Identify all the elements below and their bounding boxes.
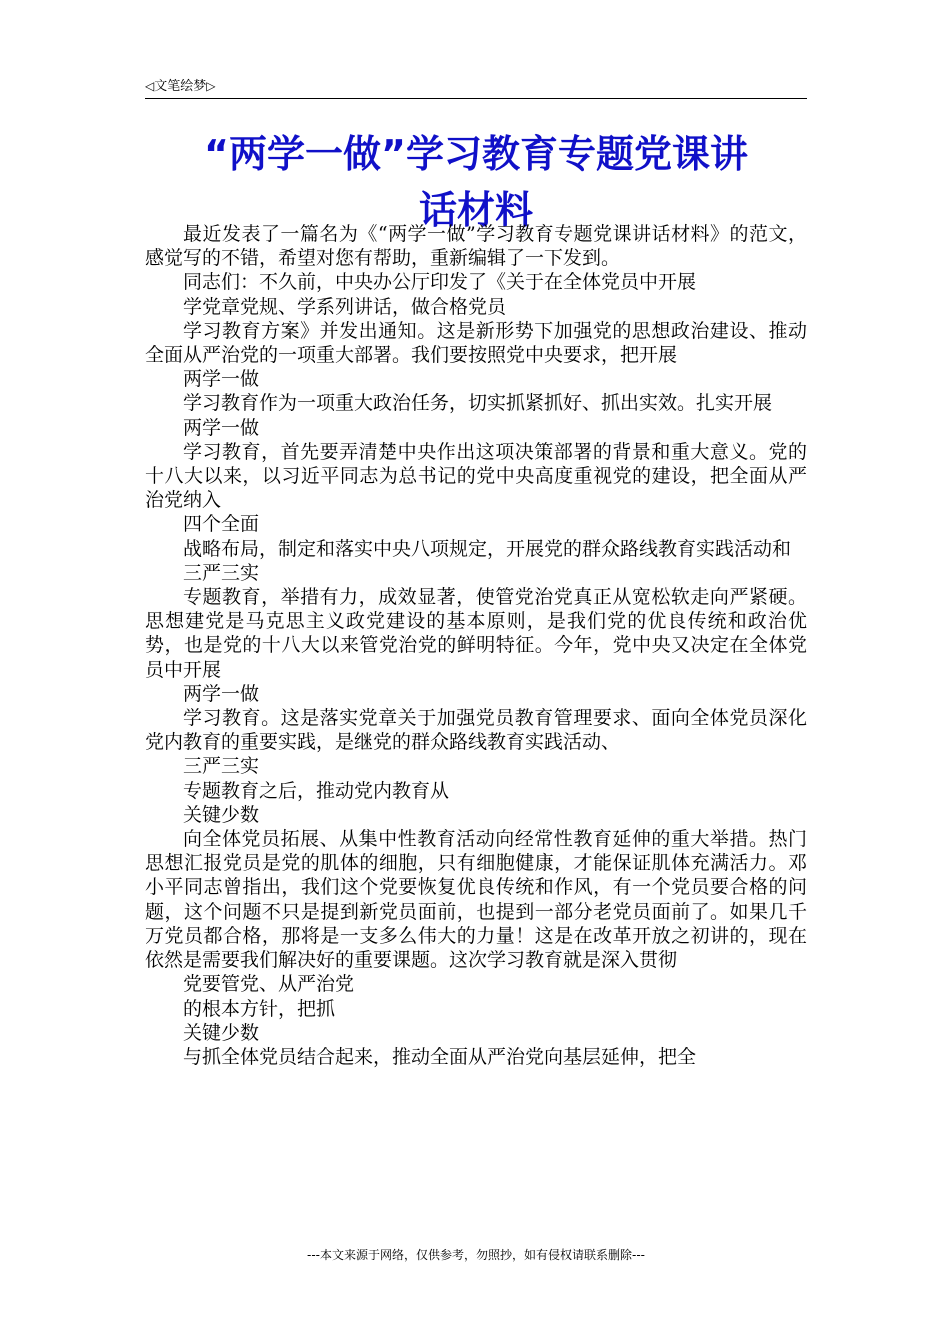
paragraph: 学习教育方案》并发出通知。这是新形势下加强党的思想政治建设、推动全面从严治党的一项重大部署。我们要按照党中央要求，把开展	[145, 319, 807, 367]
paragraph: 与抓全体党员结合起来，推动全面从严治党向基层延伸，把全	[183, 1045, 697, 1068]
paragraph: 四个全面	[183, 513, 260, 536]
page-header	[145, 76, 807, 99]
right-triangle-icon: ▷	[206, 79, 216, 93]
paragraph: 战略布局，制定和落实中央八项规定，开展党的群众路线教育实践活动和	[183, 537, 792, 560]
paragraph: 向全体党员拓展、从集中性教育活动向经常性教育延伸的重大举措。热门思想汇报党员是党的肌体的细胞，只有细胞健康，才能保证肌体充满活力。邓小平同志曾指出，我们这个党要恢复优良传统和作风，有一个党员要合格的问题，这个问题不只是提到新党员面前，也提到一部分老党员面前了。如果几千万党员都合格，那将是一支多么伟大的力量！这是在改革开放之初讲的，现在依然是需要我们解决好的重要课题。这次学习教育就是深入贯彻	[145, 828, 807, 972]
paragraph: 两学一做	[183, 416, 260, 439]
paragraph: 专题教育，举措有力，成效显著，使管党治党真正从宽松软走向严紧硬。思想建党是马克思主义政党建设的基本原则，是我们党的优良传统和政治优势，也是党的十八大以来管党治党的鲜明特征。今年，党中央又决定在全体党员中开展	[145, 586, 807, 681]
paragraph: 最近发表了一篇名为《“两学一做”学习教育专题党课讲话材料》的范文，感觉写的不错，希望对您有帮助，重新编辑了一下发到。	[145, 223, 807, 270]
title-line-1: “两学一做”学习教育专题党课讲	[204, 132, 748, 176]
paragraph: 三严三实	[183, 561, 260, 584]
paragraph: 党要管党、从严治党	[183, 973, 355, 996]
paragraph: 关键少数	[183, 803, 260, 826]
title-line-2: 话材料	[418, 188, 533, 232]
paragraph: 两学一做	[183, 368, 260, 391]
paragraph: 学习教育。这是落实党章关于加强党员教育管理要求、面向全体党员深化党内教育的重要实践，是继党的群众路线教育实践活动、	[145, 707, 807, 754]
page-footer-note: ---本文来源于网络，仅供参考，勿照抄，如有侵权请联系删除---	[307, 1248, 645, 1262]
paragraph: 同志们：不久前，中央办公厅印发了《关于在全体党员中开展	[183, 271, 697, 294]
paragraph: 的根本方针，把抓	[183, 997, 336, 1020]
document-body	[145, 222, 807, 1069]
header-brand: 文笔绘梦	[154, 79, 207, 94]
paragraph: 关键少数	[183, 1021, 260, 1044]
paragraph: 学习教育，首先要弄清楚中央作出这项决策部署的背景和重大意义。党的十八大以来，以习近平同志为总书记的党中央高度重视党的建设，把全面从严治党纳入	[145, 440, 807, 512]
left-triangle-icon: ◁	[145, 79, 155, 93]
paragraph: 学党章党规、学系列讲话，做合格党员	[183, 295, 507, 318]
paragraph: 三严三实	[183, 755, 260, 778]
paragraph: 学习教育作为一项重大政治任务，切实抓紧抓好、抓出实效。扎实开展	[183, 392, 773, 415]
paragraph: 专题教育之后，推动党内教育从	[183, 779, 450, 802]
paragraph: 两学一做	[183, 682, 260, 705]
